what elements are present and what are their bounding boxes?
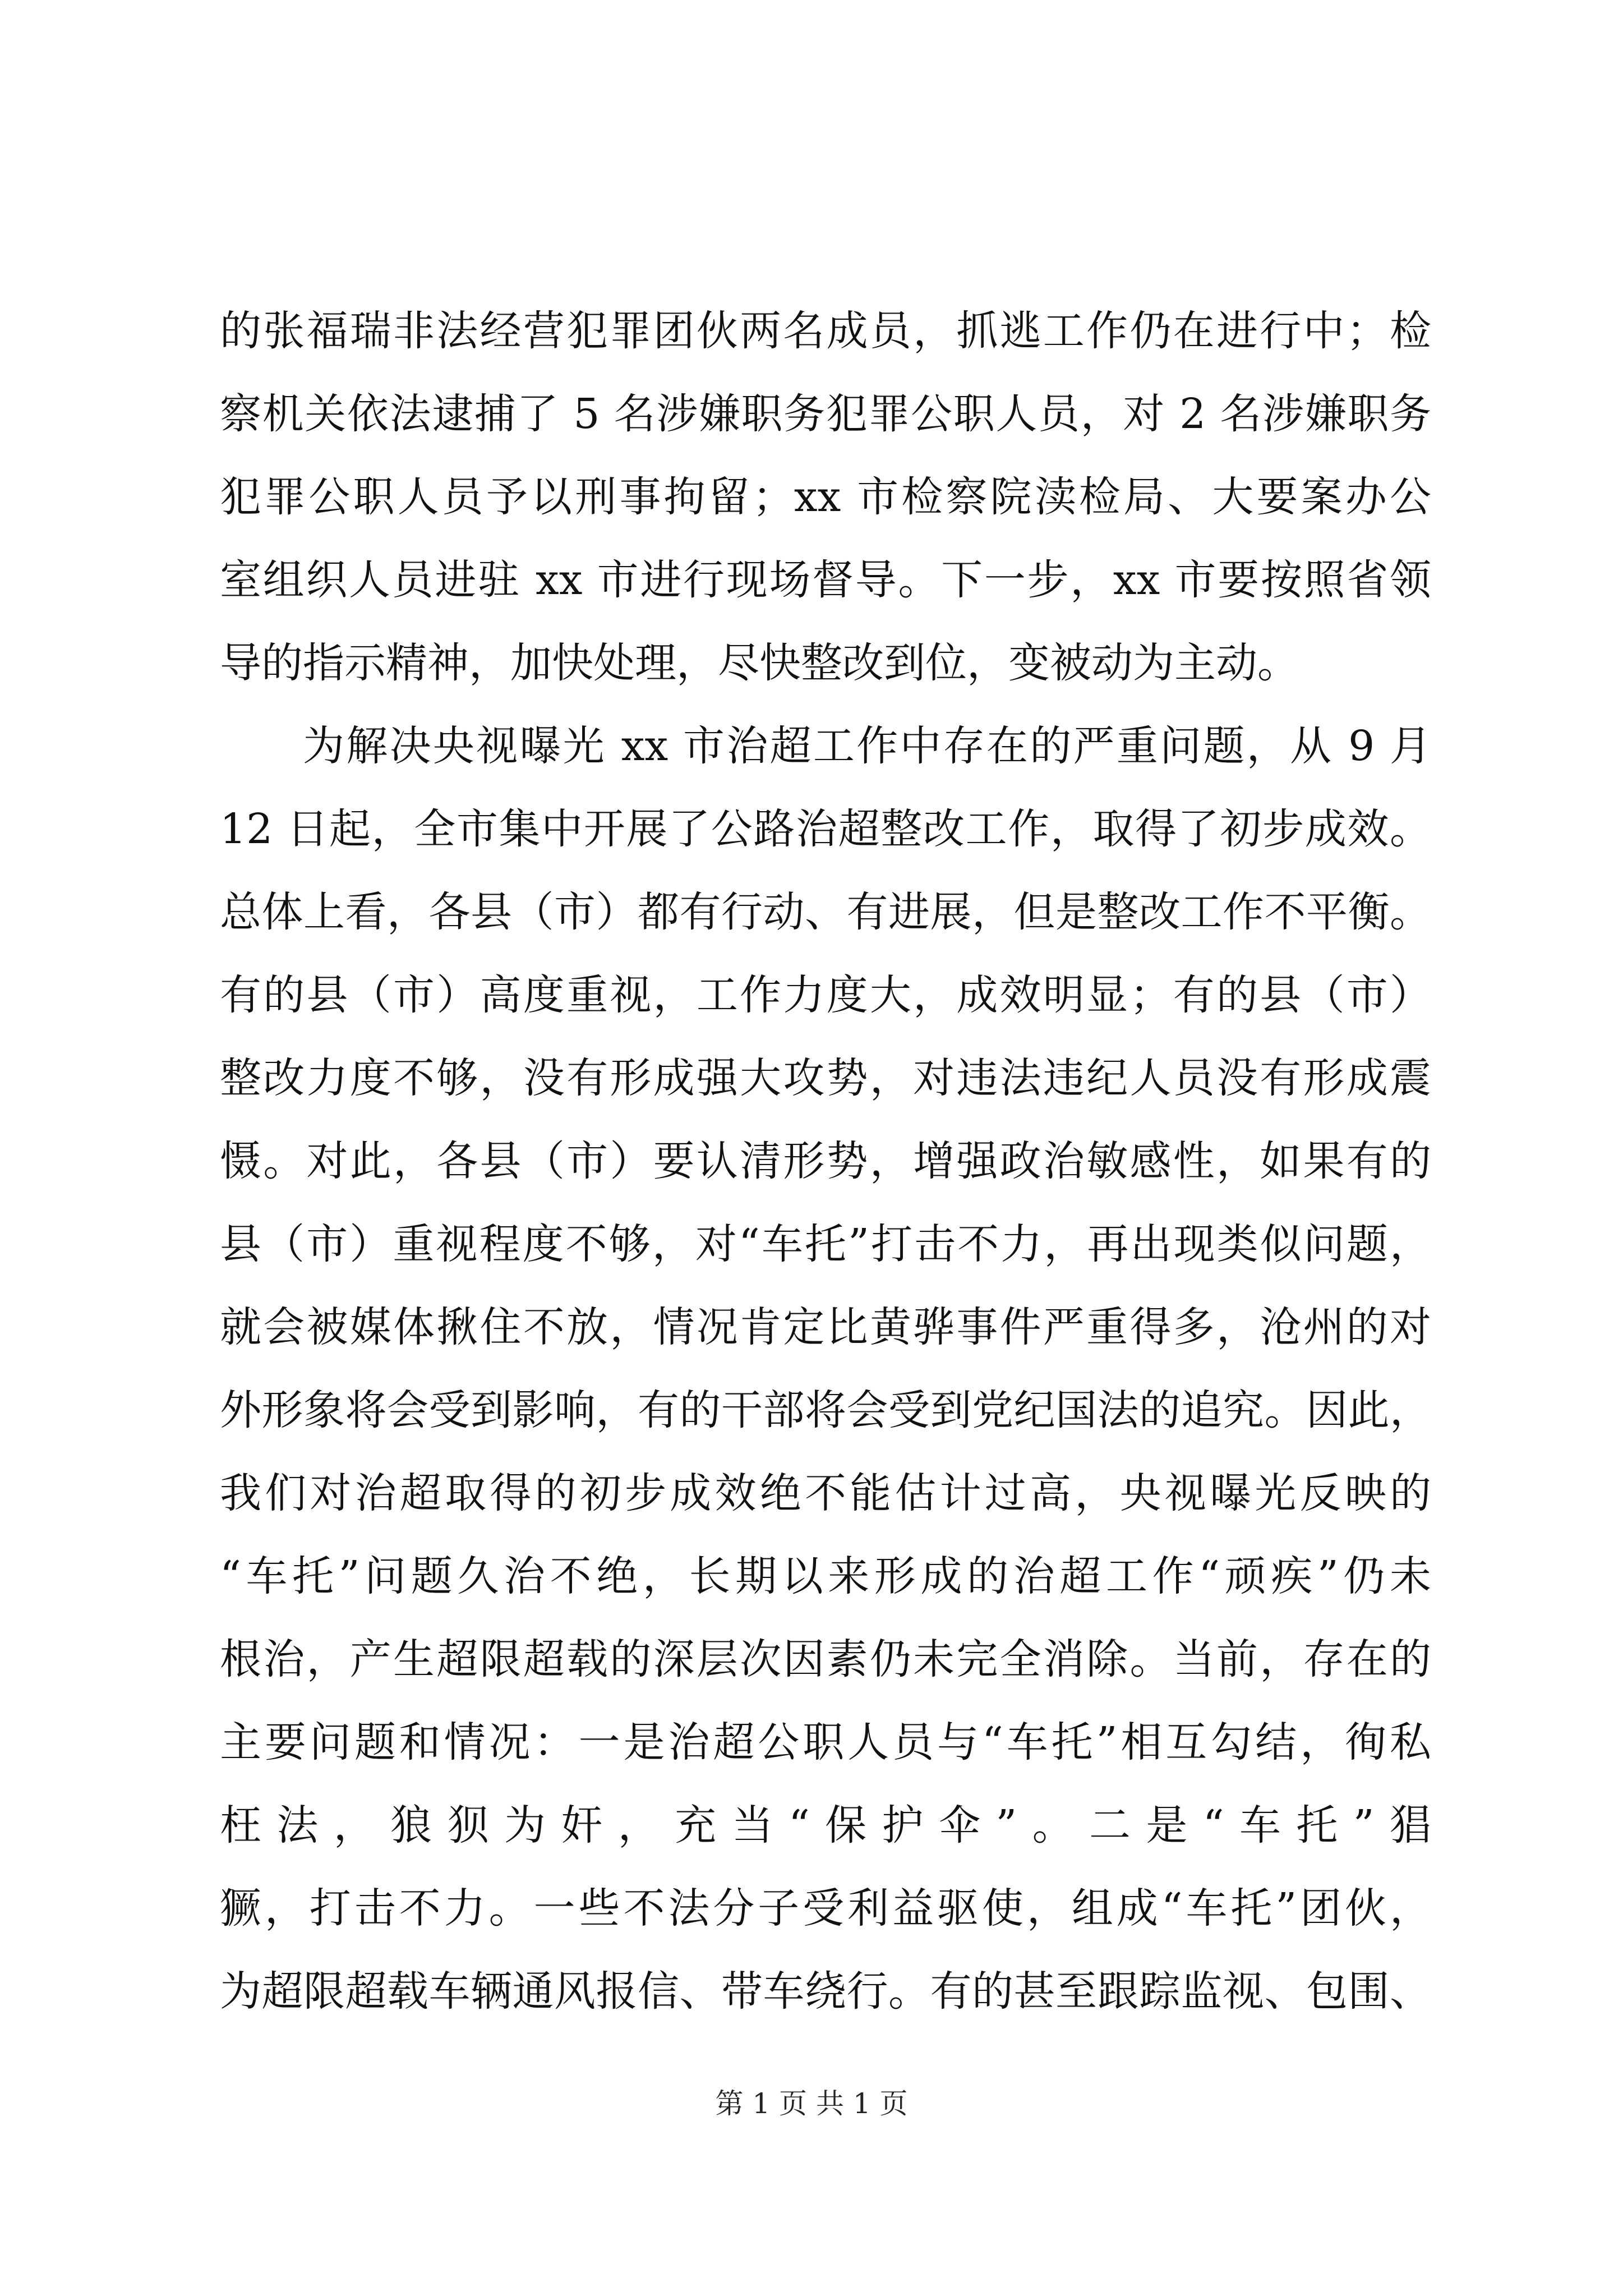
text-line: 为超限超载车辆通风报信、带车绕行。有的甚至跟踪监视、包围、 [220,1967,1431,2016]
text-line: 主要问题和情况：一是治超公职人员与“车托”相互勾结，徇私 [220,1718,1431,1766]
text-line: 总体上看，各县（市）都有行动、有进展，但是整改工作不平衡。 [220,888,1431,936]
text-line: 外形象将会受到影响，有的干部将会受到党纪国法的追究。因此， [220,1386,1431,1434]
text-line: “车托”问题久治不绝，长期以来形成的治超工作“顽疾”仍未 [220,1552,1431,1600]
text-line: 12 日起，全市集中开展了公路治超整改工作，取得了初步成效。 [220,805,1431,853]
page-number-footer: 第 1 页 共 1 页 [715,2087,908,2120]
text-line: 獗，打击不力。一些不法分子受利益驱使，组成“车托”团伙， [220,1884,1431,1932]
text-line: 有的县（市）高度重视，工作力度大，成效明显；有的县（市） [220,971,1431,1019]
text-line: 县（市）重视程度不够，对“车托”打击不力，再出现类似问题， [220,1220,1431,1268]
text-line: 就会被媒体揪住不放，情况肯定比黄骅事件严重得多，沧州的对 [220,1303,1431,1351]
text-line: 的张福瑞非法经营犯罪团伙两名成员，抓逃工作仍在进行中；检 [220,307,1431,355]
text-line: 察机关依法逮捕了 5 名涉嫌职务犯罪公职人员，对 2 名涉嫌职务 [220,390,1431,438]
text-line: 导的指示精神，加快处理，尽快整改到位，变被动为主动。 [220,639,1299,687]
text-line: 根治，产生超限超载的深层次因素仍未完全消除。当前，存在的 [220,1635,1431,1683]
text-line: 整改力度不够，没有形成强大攻势，对违法违纪人员没有形成震 [220,1054,1431,1102]
text-line: 慑。对此，各县（市）要认清形势，增强政治敏感性，如果有的 [220,1137,1431,1185]
text-line: 犯罪公职人员予以刑事拘留；xx 市检察院渎检局、大要案办公 [220,473,1431,521]
text-line: 枉法，狼狈为奸，充当“保护伞”。二是“车托”猖 [220,1801,1431,1849]
text-line: 我们对治超取得的初步成效绝不能估计过高，央视曝光反映的 [220,1469,1431,1517]
text-line: 室组织人员进驻 xx 市进行现场督导。下一步，xx 市要按照省领 [220,556,1431,604]
text-line: 为解决央视曝光 xx 市治超工作中存在的严重问题，从 9 月 [303,722,1431,770]
